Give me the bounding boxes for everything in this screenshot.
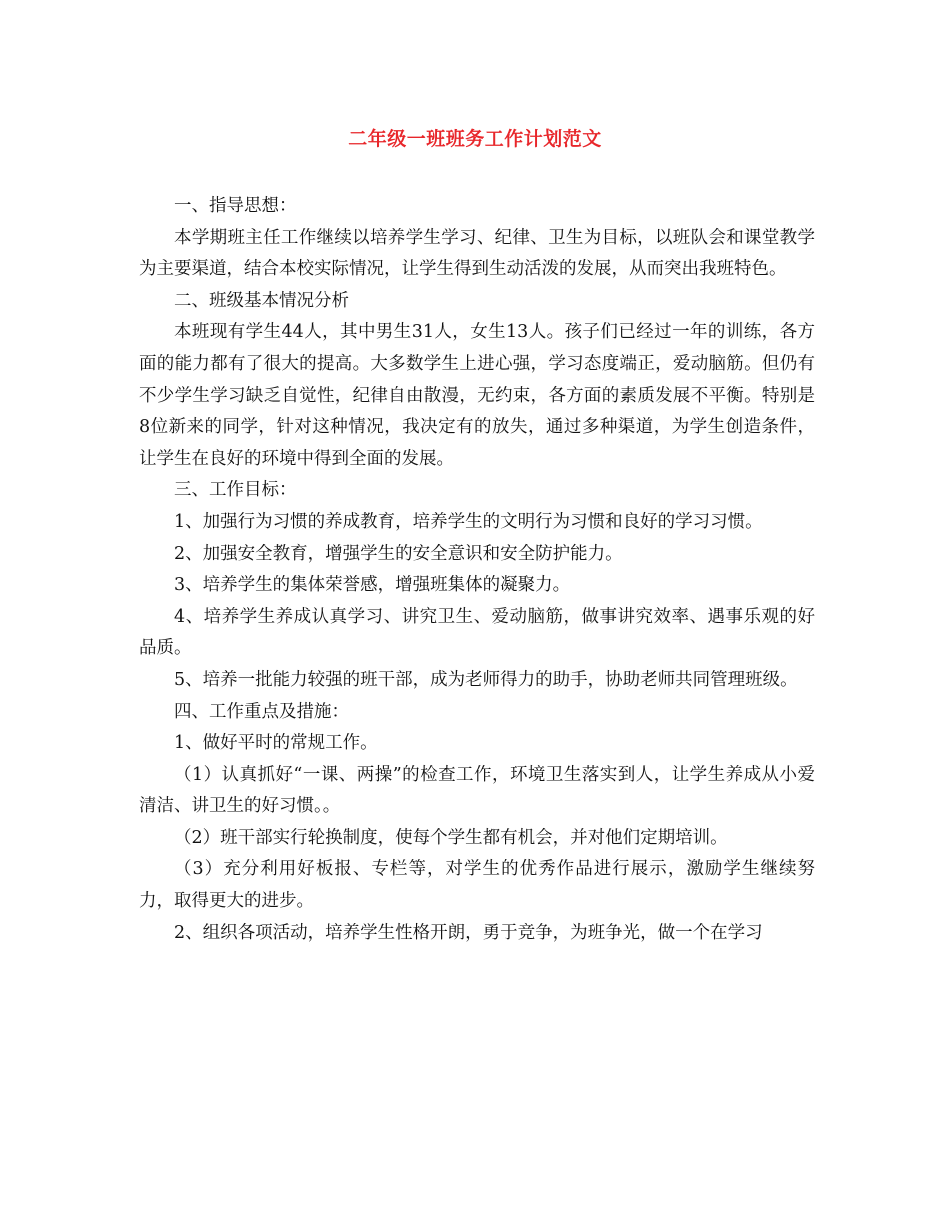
heading-class-analysis: 二、班级基本情况分析 [174, 290, 349, 311]
goal-item-5: 5、培养一批能力较强的班干部，成为老师得力的助手，协助老师共同管理班级。 [174, 669, 798, 690]
heading-work-goals: 三、工作目标： [174, 480, 297, 501]
goal-item-1: 1、加强行为习惯的养成教育，培养学生的文明行为习惯和良好的学习习惯。 [174, 511, 763, 532]
goal-item-3: 3、培养学生的集体荣誉感，增强班集体的凝聚力。 [174, 575, 571, 596]
paragraph-class-analysis: 本班现有学生44人，其中男生31人，女生13人。孩子们已经过一年的训练，各方面的能力都有了很大的提高。大多数学生上进心强，学习态度端正，爱动脑筋。但仍有不少学生学习缺乏自觉性，纪律自由散漫，无约束，各方面的素质发展不平衡。特别是8位新来的同学，针对这种情况，我决定有的放失，通过多种渠道，为学生创造条件，让学生在良好的环境中得到全面的发展。 [139, 322, 815, 469]
heading-guiding-ideology: 一、指导思想： [174, 196, 297, 216]
document-title: 二年级一班班务工作计划范文 [348, 128, 602, 150]
measure-item-1: 1、做好平时的常规工作。 [174, 733, 378, 754]
measure-subitem-1: （1）认真抓好“一课、两操”的检查工作，环境卫生落实到人，让学生养成从小爱清洁、讲卫生的好习惯。。 [139, 764, 815, 817]
measure-subitem-2: （2）班干部实行轮换制度，使每个学生都有机会，并对他们定期培训。 [174, 827, 728, 848]
document-body [139, 191, 815, 949]
measure-subitem-3: （3）充分利用好板报、专栏等，对学生的优秀作品进行展示，激励学生继续努力，取得更大的进步。 [139, 859, 815, 912]
paragraph-guiding-ideology: 本学期班主任工作继续以培养学生学习、纪律、卫生为目标，以班队会和课堂教学为主要渠道，结合本校实际情况，让学生得到生动活泼的发展，从而突出我班特色。 [139, 227, 815, 280]
measure-item-2: 2、组织各项活动，培养学生性格开朗，勇于竞争，为班争光，做一个在学习 [174, 922, 763, 943]
goal-item-2: 2、加强安全教育，增强学生的安全意识和安全防护能力。 [174, 543, 623, 564]
goal-item-4: 4、培养学生养成认真学习、讲究卫生、爱动脑筋，做事讲究效率、遇事乐观的好品质。 [139, 606, 815, 659]
heading-key-measures: 四、工作重点及措施： [174, 701, 349, 722]
